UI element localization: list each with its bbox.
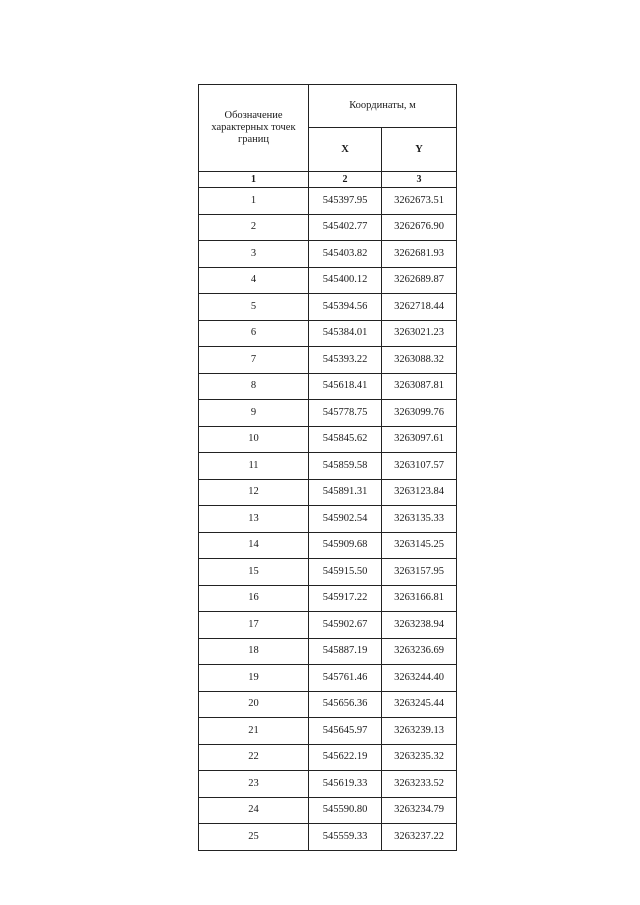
y-coordinate-cell: 3262673.51 bbox=[382, 188, 457, 215]
x-coordinate-cell: 545915.50 bbox=[309, 559, 382, 586]
x-coordinate-cell: 545761.46 bbox=[309, 665, 382, 692]
y-coordinate-cell: 3263235.32 bbox=[382, 744, 457, 771]
column-number: 2 bbox=[309, 172, 382, 188]
y-coordinate-cell: 3262718.44 bbox=[382, 294, 457, 321]
header-point-designation: Обозначение характерных точек границ bbox=[199, 85, 309, 172]
table-row bbox=[199, 665, 457, 692]
table-row bbox=[199, 241, 457, 268]
table-row bbox=[199, 612, 457, 639]
table-row bbox=[199, 294, 457, 321]
x-coordinate-cell: 545887.19 bbox=[309, 638, 382, 665]
y-coordinate-cell: 3263234.79 bbox=[382, 797, 457, 824]
y-coordinate-cell: 3262681.93 bbox=[382, 241, 457, 268]
x-coordinate-cell: 545656.36 bbox=[309, 691, 382, 718]
column-number: 3 bbox=[382, 172, 457, 188]
y-coordinate-cell: 3263087.81 bbox=[382, 373, 457, 400]
table-row bbox=[199, 400, 457, 427]
y-coordinate-cell: 3263145.25 bbox=[382, 532, 457, 559]
table-row bbox=[199, 267, 457, 294]
y-coordinate-cell: 3263088.32 bbox=[382, 347, 457, 374]
y-coordinate-cell: 3263097.61 bbox=[382, 426, 457, 453]
x-coordinate-cell: 545622.19 bbox=[309, 744, 382, 771]
point-number-cell: 11 bbox=[199, 453, 309, 480]
point-number-cell: 22 bbox=[199, 744, 309, 771]
header-y: Y bbox=[382, 128, 457, 172]
y-coordinate-cell: 3263244.40 bbox=[382, 665, 457, 692]
table-row bbox=[199, 426, 457, 453]
y-coordinate-cell: 3263236.69 bbox=[382, 638, 457, 665]
table-row bbox=[199, 373, 457, 400]
y-coordinate-cell: 3263233.52 bbox=[382, 771, 457, 798]
y-coordinate-cell: 3262676.90 bbox=[382, 214, 457, 241]
y-coordinate-cell: 3263239.13 bbox=[382, 718, 457, 745]
table-row bbox=[199, 771, 457, 798]
table-row bbox=[199, 585, 457, 612]
point-number-cell: 20 bbox=[199, 691, 309, 718]
point-number-cell: 13 bbox=[199, 506, 309, 533]
point-number-cell: 10 bbox=[199, 426, 309, 453]
x-coordinate-cell: 545402.77 bbox=[309, 214, 382, 241]
x-coordinate-cell: 545909.68 bbox=[309, 532, 382, 559]
point-number-cell: 19 bbox=[199, 665, 309, 692]
y-coordinate-cell: 3263099.76 bbox=[382, 400, 457, 427]
y-coordinate-cell: 3262689.87 bbox=[382, 267, 457, 294]
x-coordinate-cell: 545397.95 bbox=[309, 188, 382, 215]
x-coordinate-cell: 545845.62 bbox=[309, 426, 382, 453]
y-coordinate-cell: 3263245.44 bbox=[382, 691, 457, 718]
point-number-cell: 24 bbox=[199, 797, 309, 824]
point-number-cell: 1 bbox=[199, 188, 309, 215]
table-row bbox=[199, 559, 457, 586]
table-row bbox=[199, 638, 457, 665]
point-number-cell: 16 bbox=[199, 585, 309, 612]
x-coordinate-cell: 545393.22 bbox=[309, 347, 382, 374]
table-row bbox=[199, 453, 457, 480]
x-coordinate-cell: 545384.01 bbox=[309, 320, 382, 347]
point-number-cell: 21 bbox=[199, 718, 309, 745]
table-row bbox=[199, 532, 457, 559]
x-coordinate-cell: 545645.97 bbox=[309, 718, 382, 745]
point-number-cell: 12 bbox=[199, 479, 309, 506]
y-coordinate-cell: 3263238.94 bbox=[382, 612, 457, 639]
point-number-cell: 15 bbox=[199, 559, 309, 586]
point-number-cell: 14 bbox=[199, 532, 309, 559]
point-number-cell: 5 bbox=[199, 294, 309, 321]
x-coordinate-cell: 545902.54 bbox=[309, 506, 382, 533]
x-coordinate-cell: 545400.12 bbox=[309, 267, 382, 294]
point-number-cell: 3 bbox=[199, 241, 309, 268]
x-coordinate-cell: 545394.56 bbox=[309, 294, 382, 321]
x-coordinate-cell: 545619.33 bbox=[309, 771, 382, 798]
point-number-cell: 6 bbox=[199, 320, 309, 347]
table-row bbox=[199, 188, 457, 215]
x-coordinate-cell: 545917.22 bbox=[309, 585, 382, 612]
y-coordinate-cell: 3263135.33 bbox=[382, 506, 457, 533]
coordinates-table bbox=[198, 84, 457, 851]
x-coordinate-cell: 545403.82 bbox=[309, 241, 382, 268]
x-coordinate-cell: 545859.58 bbox=[309, 453, 382, 480]
table-row bbox=[199, 479, 457, 506]
point-number-cell: 18 bbox=[199, 638, 309, 665]
table-row bbox=[199, 214, 457, 241]
y-coordinate-cell: 3263123.84 bbox=[382, 479, 457, 506]
table-body bbox=[199, 188, 457, 851]
table-row bbox=[199, 347, 457, 374]
y-coordinate-cell: 3263021.23 bbox=[382, 320, 457, 347]
point-number-cell: 9 bbox=[199, 400, 309, 427]
point-number-cell: 25 bbox=[199, 824, 309, 851]
table-row bbox=[199, 718, 457, 745]
table-row bbox=[199, 824, 457, 851]
y-coordinate-cell: 3263107.57 bbox=[382, 453, 457, 480]
table-row bbox=[199, 320, 457, 347]
table-row bbox=[199, 691, 457, 718]
y-coordinate-cell: 3263157.95 bbox=[382, 559, 457, 586]
table-row bbox=[199, 797, 457, 824]
x-coordinate-cell: 545902.67 bbox=[309, 612, 382, 639]
y-coordinate-cell: 3263237.22 bbox=[382, 824, 457, 851]
column-number-row bbox=[199, 172, 457, 188]
point-number-cell: 7 bbox=[199, 347, 309, 374]
column-number: 1 bbox=[199, 172, 309, 188]
header-x: X bbox=[309, 128, 382, 172]
point-number-cell: 4 bbox=[199, 267, 309, 294]
y-coordinate-cell: 3263166.81 bbox=[382, 585, 457, 612]
point-number-cell: 2 bbox=[199, 214, 309, 241]
x-coordinate-cell: 545778.75 bbox=[309, 400, 382, 427]
table-row bbox=[199, 744, 457, 771]
point-number-cell: 17 bbox=[199, 612, 309, 639]
header-coordinates: Координаты, м bbox=[309, 85, 457, 128]
x-coordinate-cell: 545618.41 bbox=[309, 373, 382, 400]
x-coordinate-cell: 545590.80 bbox=[309, 797, 382, 824]
point-number-cell: 23 bbox=[199, 771, 309, 798]
table-header-row bbox=[199, 85, 457, 128]
point-number-cell: 8 bbox=[199, 373, 309, 400]
table-row bbox=[199, 506, 457, 533]
x-coordinate-cell: 545559.33 bbox=[309, 824, 382, 851]
x-coordinate-cell: 545891.31 bbox=[309, 479, 382, 506]
